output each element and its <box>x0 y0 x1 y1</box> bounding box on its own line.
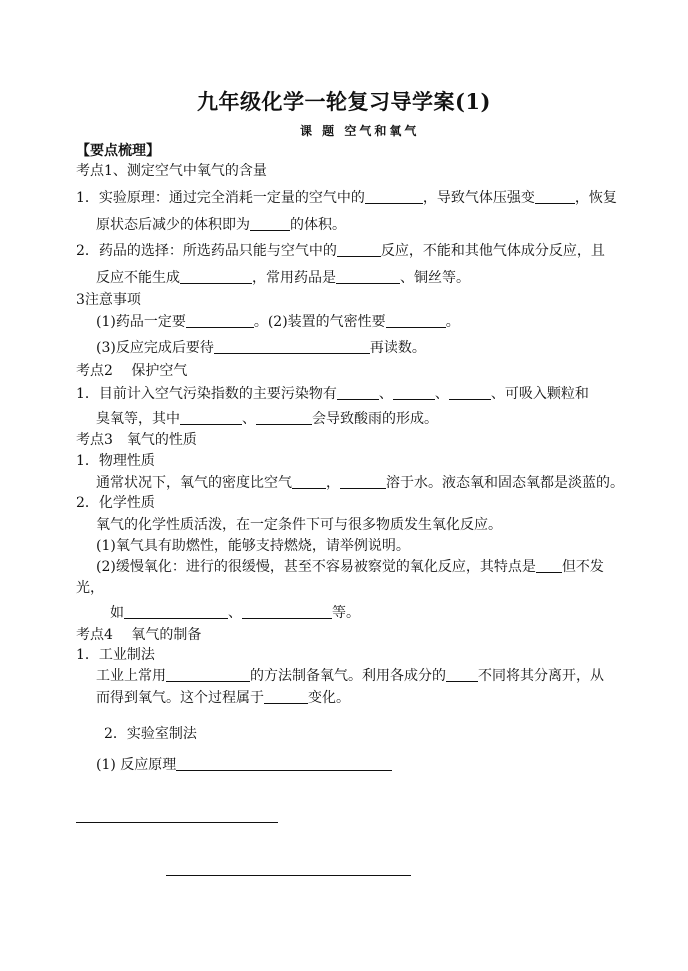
kp4-heading: 考点4 氧气的制备 <box>76 627 202 643</box>
answer-blank[interactable] <box>256 410 312 425</box>
answer-blank[interactable] <box>535 189 575 204</box>
answer-blank[interactable] <box>242 604 332 619</box>
kp3-chemical-line4: 光， <box>76 580 104 596</box>
kp3-chemical-heading: 2．化学性质 <box>76 495 155 511</box>
answer-blank[interactable] <box>386 313 446 328</box>
kp2-heading: 考点2 保护空气 <box>76 363 188 379</box>
kp4-industrial-line1: 工业上常用 的方法制备氧气。利用各成分的 不同将其分离开，从 <box>96 668 604 684</box>
kp3-chemical-line2: (1)氧气具有助燃性，能够支持燃烧，请举例说明。 <box>96 538 410 554</box>
page-title: 九年级化学一轮复习导学案(1) <box>197 89 491 114</box>
answer-blank[interactable] <box>336 269 400 284</box>
answer-blank[interactable] <box>337 242 381 257</box>
kp1-q2-line1: 2．药品的选择：所选药品只能与空气中的 反应，不能和其他气体成分反应，且 <box>76 243 605 259</box>
kp3-physical-heading: 1．物理性质 <box>76 453 155 469</box>
answer-blank[interactable] <box>536 558 562 573</box>
kp1-q3-line1: (1)药品一定要 。(2)装置的气密性要 。 <box>96 314 460 330</box>
answer-blank[interactable] <box>446 667 478 682</box>
kp3-chemical-line5: 如 、 等。 <box>110 605 360 621</box>
kp3-physical-line: 通常状况下，氧气的密度比空气 ， 溶于水。液态氧和固态氧都是淡蓝的。 <box>96 475 624 491</box>
kp1-heading: 考点1、测定空气中氧气的含量 <box>76 163 267 179</box>
kp3-chemical-line1: 氧气的化学性质活泼，在一定条件下可与很多物质发生氧化反应。 <box>96 517 502 533</box>
kp4-lab-heading: 2．实验室制法 <box>104 726 197 742</box>
answer-blank[interactable] <box>365 189 423 204</box>
kp1-q1-line1: 1．实验原理：通过完全消耗一定量的空气中的 ，导致气体压强变 ，恢复 <box>76 190 617 206</box>
answer-blank[interactable] <box>264 689 308 704</box>
answer-blank[interactable] <box>337 385 379 400</box>
answer-blank[interactable] <box>449 385 491 400</box>
kp4-lab-principle: (1) 反应原理 <box>96 756 392 774</box>
kp3-heading: 考点3 氧气的性质 <box>76 432 197 448</box>
answer-blank[interactable] <box>124 604 228 619</box>
kp3-chemical-line3: (2)缓慢氧化：进行的很缓慢，甚至不容易被察觉的氧化反应，其特点是 但不发 <box>96 559 604 575</box>
kp4-industrial-line2: 而得到氧气。这个过程属于 变化。 <box>96 690 350 706</box>
kp1-q3-heading: 3注意事项 <box>76 292 141 308</box>
answer-blank[interactable] <box>250 216 290 231</box>
answer-blank[interactable] <box>292 474 326 489</box>
answer-blank[interactable] <box>180 269 252 284</box>
answer-blank[interactable] <box>393 385 435 400</box>
answer-blank[interactable] <box>214 339 370 354</box>
kp1-q2-line2: 反应不能生成 ，常用药品是 、铜丝等。 <box>96 270 470 286</box>
kp2-q1-line1: 1．目前计入空气污染指数的主要污染物有 、 、 、可吸入颗粒和 <box>76 386 589 402</box>
kp4-industrial-heading: 1．工业制法 <box>76 647 155 663</box>
kp1-q3-line2: (3)反应完成后要待 再读数。 <box>96 340 426 356</box>
kp2-q1-line2: 臭氧等，其中 、 会导致酸雨的形成。 <box>96 411 438 427</box>
answer-blank[interactable] <box>340 474 386 489</box>
section-header: 【要点梳理】 <box>76 143 160 159</box>
answer-blank[interactable] <box>166 667 250 682</box>
kp1-q1-line2: 原状态后减少的体积即为 的体积。 <box>96 217 346 233</box>
answer-blank[interactable] <box>176 756 392 771</box>
answer-line[interactable] <box>76 822 278 823</box>
subtitle: 课 题 空气和氧气 <box>300 124 420 138</box>
answer-blank[interactable] <box>180 410 242 425</box>
answer-blank[interactable] <box>186 313 254 328</box>
answer-line[interactable] <box>166 875 411 876</box>
